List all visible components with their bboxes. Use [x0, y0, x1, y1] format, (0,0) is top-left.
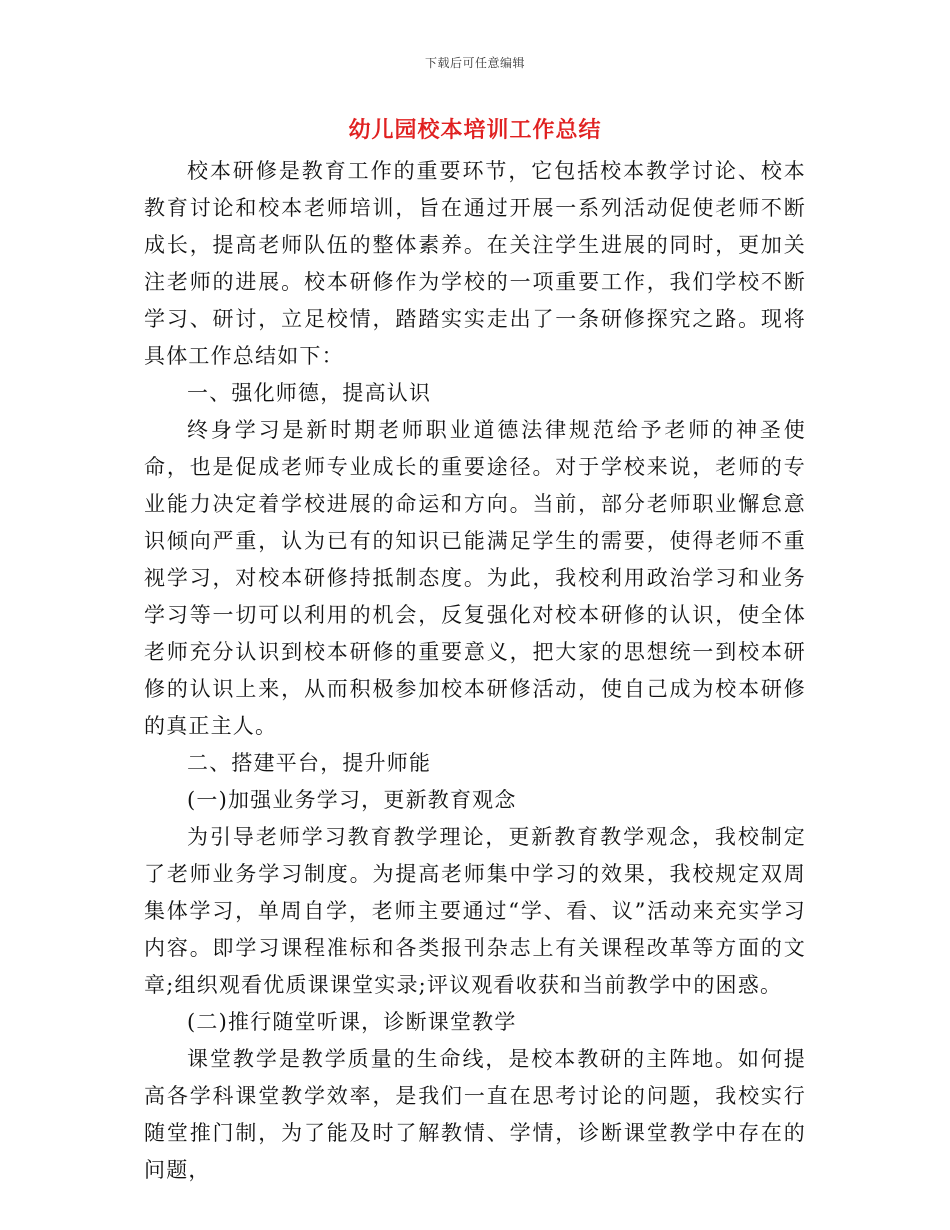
subsection-1-paragraph: 为引导老师学习教育教学理论，更新教育教学观念，我校制定了老师业务学习制度。为提高老师集中学习的效果，我校规定双周集体学习，单周自学，老师主要通过“学、看、议”活动来充实学习内容。即学习课程准标和各类报刊杂志上有关课程改革等方面的文章;组织观看优质课课堂实录;评议观看收获和当前教学中的困惑。 [144, 825, 806, 997]
section-heading-1: 一、强化师德，提高认识 [187, 381, 432, 405]
subsection-2-paragraph: 课堂教学是教学质量的生命线，是校本教研的主阵地。如何提高各学科课堂教学效率，是我们一直在思考讨论的问题，我校实行随堂推门制，为了能及时了解教情、学情，诊断课堂教学中存在的问题， [144, 1047, 806, 1182]
header-note: 下载后可任意编辑 [424, 56, 525, 70]
subsection-heading-2: (二)推行随堂听课，诊断课堂教学 [187, 1010, 517, 1034]
intro-paragraph: 校本研修是教育工作的重要环节，它包括校本教学讨论、校本教育讨论和校本老师培训，旨在通过开展一系列活动促使老师不断成长，提高老师队伍的整体素养。在关注学生进展的同时，更加关注老师的进展。校本研修作为学校的一项重要工作，我们学校不断学习、研讨，立足校情，踏踏实实走出了一条研修探究之路。现将具体工作总结如下： [144, 159, 806, 368]
section-1-paragraph: 终身学习是新时期老师职业道德法律规范给予老师的神圣使命，也是促成老师专业成长的重要途径。对于学校来说，老师的专业能力决定着学校进展的命运和方向。当前，部分老师职业懈怠意识倾向严重，认为已有的知识已能满足学生的需要，使得老师不重视学习，对校本研修持抵制态度。为此，我校利用政治学习和业务学习等一切可以利用的机会，反复强化对校本研修的认识，使全体老师充分认识到校本研修的重要意义，把大家的思想统一到校本研修的认识上来，从而积极参加校本研修活动，使自己成为校本研修的真正主人。 [144, 418, 806, 738]
document-title: 幼儿园校本培训工作总结 [348, 117, 602, 143]
document-body [144, 153, 806, 1189]
subsection-heading-1: (一)加强业务学习，更新教育观念 [187, 788, 517, 812]
section-heading-2: 二、搭建平台，提升师能 [187, 751, 432, 775]
